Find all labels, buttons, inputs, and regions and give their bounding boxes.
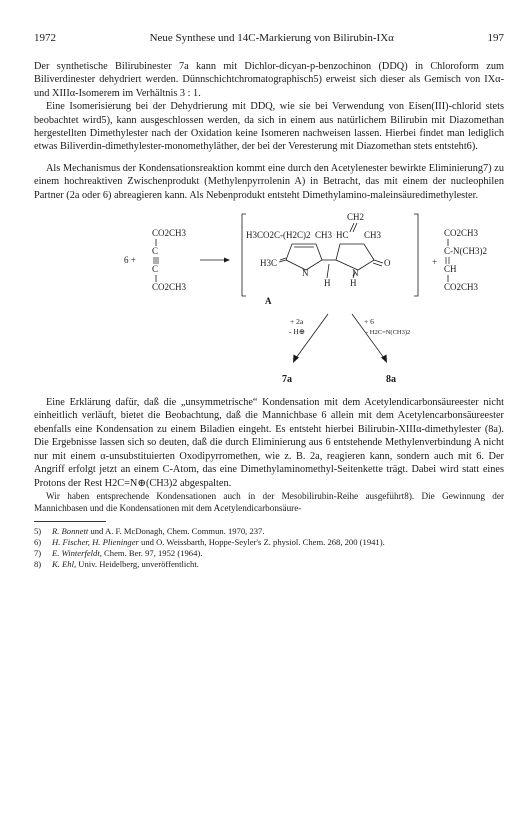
product-7a: 7a	[282, 374, 292, 386]
paragraph-3: Als Mechanismus der Kondensationsreaktion kommt eine durch den Acetylenester bewirkte Eliminierung7) zu einem hochreaktiven Zwischenprodukt (Methylenpyrrolenin A) in Betracht, das mit einem der nucleophilen Partner (2a oder 6) abreagieren kann. Als Nebenprodukt entsteht Dimethylamino-maleinsäuredimethylester.	[34, 162, 504, 201]
footnote-8-text: Univ. Heidelberg, unveröffentlicht.	[78, 558, 199, 569]
left-branch-loss: - H⊕	[289, 327, 306, 337]
intermediate-hc: HC	[336, 230, 349, 241]
intermediate-ch3-b: CH3	[364, 230, 382, 241]
header-title: Neue Synthese und 14C-Markierung von Bilirubin-IXα	[149, 32, 394, 44]
scheme-plus: +	[432, 257, 438, 268]
paragraph-5-small: Wir haben entsprechende Kondensationen auch in der Mesobilirubin-Reihe ausgeführt8). Die Gewinnung der Mannichbasen und die Kondensationen mit dem Acetylendicarbonsäure-	[34, 490, 504, 513]
header-year: 1972	[34, 32, 56, 44]
intermediate-ch2: CH2	[347, 212, 365, 223]
intermediate-n2: N	[352, 268, 359, 279]
right-bottom-ester: CO2CH3	[444, 282, 479, 293]
right-amino-carbon: C-N(CH3)2	[444, 246, 487, 257]
footnote-7-author: E. Winterfeldt,	[52, 547, 102, 558]
intermediate-chain: H3CO2C-(H2C)2	[246, 230, 311, 241]
right-ch: CH	[444, 264, 457, 275]
paragraph-1: Der synthetische Bilirubinester 7a kann mit Dichlor-dicyan-p-benzochinon (DDQ) in Chloroform zum Biliverdinester dehydriert werden. Dünnschichtchromatographisch5) erweist sich dieser als Gemisch von IXα- und XIIIα-Isomerem im Verhältnis 3 : 1.	[34, 61, 504, 99]
intermediate-h1: H	[324, 278, 331, 289]
footnote-6	[34, 537, 504, 548]
paragraph-4: Eine Erklärung dafür, daß die „unsymmetrische“ Kondensation mit dem Acetylendicarbonsäureester nicht einheitlich verläuft, bietet die Beobachtung, daß die Mannichbase 6 allein mit dem Acetylencarbonsäureester ebenfalls eine Kondensation zu einem Biladien eingeht. Es entsteht hierbei Bilirubin-XIIIα-dimethylester (8a). Die Ergebnisse lassen sich so deuten, daß die durch Eliminierung aus 6 entstehende Methylenverbindung A nicht nur mit einem α-unsubstituierten Oxodipyrromethen, wie z. B. 2a, reagieren kann, sondern auch mit 6. Der Angriff erfolgt jetzt an einem C-Atom, das eine Dimethylaminomethyl-Seitenkette trägt. Dabei wird statt eines Protons der Rest H2C=N⊕(CH3)2 abgespalten.	[34, 397, 504, 489]
footnote-6-number: 6)	[34, 536, 42, 547]
right-top-ester: CO2CH3	[444, 228, 479, 239]
footnote-6-text: und O. Weissbarth, Hoppe-Seyler's Z. physiol. Chem. 268, 200 (1941).	[141, 536, 385, 547]
intermediate-n1: N	[302, 268, 309, 279]
footnote-7	[34, 548, 504, 559]
reaction-scheme	[34, 208, 504, 390]
intermediate-h2: H	[350, 278, 357, 289]
left-top-ester: CO2CH3	[152, 228, 187, 239]
left-bottom-ester: CO2CH3	[152, 282, 187, 293]
paragraph-2: Eine Isomerisierung bei der Dehydrierung mit DDQ, wie sie bei Verwendung von Eisen(III)-chlorid stets beobachtet wird5), kann ausgeschlossen werden, da sich in einem aus natürlichem Bilirubin mit Diazomethan hergestellten Dimethylester nach der Oxidation keine Isomeren nachweisen lassen. Hierbei findet man lediglich etwas Biliverdin-dimethylester-monomethyläther, der bei der Veresterung mit Diazomethan stets entsteht6).	[34, 101, 504, 153]
footnote-7-text: Chem. Ber. 97, 1952 (1964).	[104, 547, 203, 558]
intermediate-o: O	[384, 258, 391, 269]
left-c1: C	[152, 246, 159, 257]
footnote-6-author: H. Fischer, H. Plieninger	[52, 536, 139, 547]
footnote-5-text: und A. F. McDonagh, Chem. Commun. 1970, 237.	[90, 525, 265, 536]
page	[34, 32, 504, 570]
footnote-8-author: K. Ehl,	[52, 558, 77, 569]
intermediate-h3c: H3C	[260, 258, 278, 269]
product-8a: 8a	[386, 374, 396, 386]
pyrrole-ring-1	[279, 244, 322, 270]
footnote-5-number: 5)	[34, 525, 42, 536]
footnote-5	[34, 526, 504, 537]
right-branch-loss: - H2C=N(CH3)2	[366, 329, 411, 337]
reaction-scheme-svg	[34, 208, 504, 390]
footnote-rule	[34, 521, 106, 522]
footnote-7-number: 7)	[34, 547, 42, 558]
left-branch-reagent: + 2a	[290, 317, 304, 327]
intermediate-label: A	[265, 296, 272, 307]
left-reagent: 6 +	[124, 255, 136, 266]
running-header	[34, 32, 504, 44]
left-c2: C	[152, 264, 159, 275]
footnote-8	[34, 559, 504, 570]
page-number: 197	[487, 32, 504, 44]
footnote-5-author: R. Bonnett	[52, 525, 89, 536]
footnote-8-number: 8)	[34, 558, 42, 569]
right-branch-reagent: + 6	[364, 317, 374, 327]
intermediate-ch3-a: CH3	[315, 230, 333, 241]
